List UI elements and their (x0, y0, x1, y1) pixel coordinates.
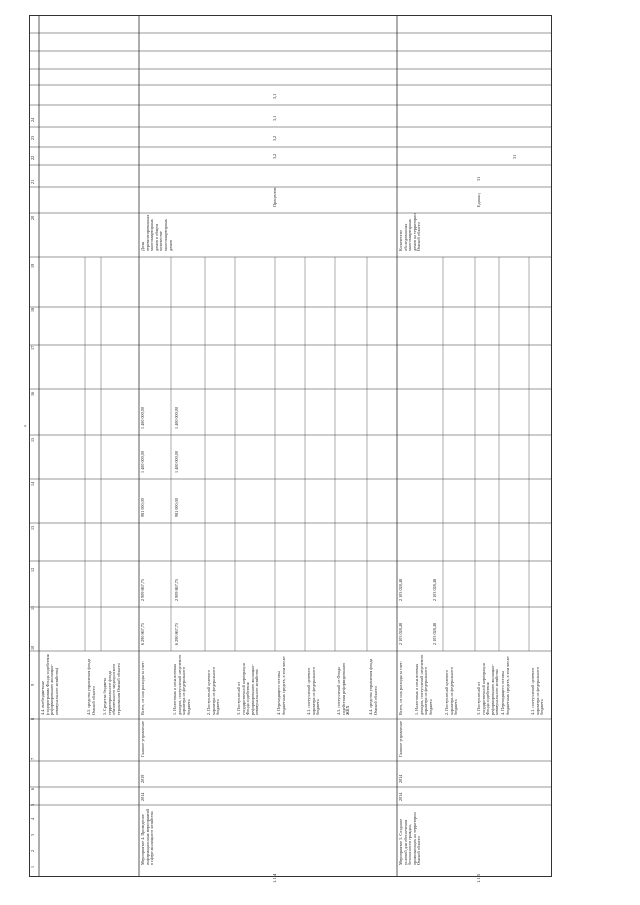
page-mark: « (24, 424, 27, 429)
indicator-name: Доля отремонтированных многоквартирных домов в общем количестве многоквартирных домов (140, 214, 173, 251)
source-line: 3. Поступлений из государственной корпорации Фонда содействия реформированию жилищно-коммунального хозяйства (476, 663, 500, 715)
column-number: 12 (30, 567, 35, 572)
column-number: 6 (30, 787, 35, 790)
indicator-value: 3,1 (272, 115, 277, 121)
indicator-name: Количество обследованных многоквартирных домов на территории Омской области (398, 213, 422, 251)
source-line: Всего, из них расходы за счет: (140, 661, 145, 715)
column-number: 10 (30, 645, 35, 650)
source-line: 4.4. средства управления фонда Омской области (368, 658, 378, 715)
source-line: 2. Поступлений целевого характера из федерального бюджета (206, 667, 221, 715)
column-number: 24 (30, 117, 35, 122)
source-line: 4. Переходящего остатка бюджетных средств, в том числе: (276, 655, 286, 715)
column-number: 17 (30, 345, 35, 350)
source-line: 5. Средства бюджета территориального фонда обязательного медицинского страхования Омской области (102, 663, 121, 715)
column-number: 4 (30, 817, 35, 820)
row-id: 1.1.4 (272, 873, 277, 883)
year-start: 2014 (398, 792, 403, 801)
source-line: 1. Налоговых и неналоговых доходов, поступлений нецелевого характера из федерального бюджета (414, 654, 433, 715)
column-number: 20 (30, 215, 35, 220)
indicator-value: 3,2 (272, 153, 277, 159)
executor: Главное управление (398, 721, 403, 757)
table-grid (29, 15, 552, 877)
column-number: 1 (30, 865, 35, 868)
source-line: 4.5. средства управления фонда Омской области (86, 658, 96, 715)
value-col7: 6 290 867,75 (140, 623, 145, 645)
table-sheet (29, 15, 552, 883)
column-number: 15 (30, 437, 35, 442)
value-col7: 2 103 028,48 (432, 623, 437, 645)
source-line: 1. Налоговых и неналоговых доходов, поступлений нецелевого характера из федерального бюджета (172, 654, 191, 715)
year-start: 2014 (140, 792, 145, 801)
year-end: 2019 (140, 774, 145, 783)
source-line: 4. Переходящего остатка бюджетных средств, в том числе: (500, 655, 510, 715)
indicator-value: 31 (476, 176, 481, 181)
source-line: 4.1. поступлений целевого характера из федерального бюджета (306, 667, 321, 715)
row-id: 1.1.5 (476, 873, 481, 883)
column-number: 19 (30, 263, 35, 268)
executor: Главное управление (140, 721, 145, 757)
column-number: 2 (30, 849, 35, 852)
value-col8: 2 909 867,75 (140, 579, 145, 601)
column-number: 11 (30, 605, 35, 610)
column-number: 7 (30, 757, 35, 760)
column-number: 23 (30, 135, 35, 140)
source-line: 4.1. поступлений целевого характера из федерального бюджета (530, 667, 545, 715)
column-number: 13 (30, 525, 35, 530)
unit: Процентов (272, 187, 277, 207)
column-number: 14 (30, 481, 35, 486)
indicator-value: 31 (512, 154, 517, 159)
indicator-value: 3,1 (272, 93, 277, 99)
value-col11: 1 400 000,00 (140, 451, 145, 473)
indicator-value: 3,2 (272, 135, 277, 141)
value-col8: 2 103 028,48 (398, 579, 403, 601)
source-line: 3. Поступлений из государственной корпорации Фонда содействия реформированию жилищно-коммунального хозяйства (236, 663, 260, 715)
source-line: 2. Поступлений целевого характера из федерального бюджета (444, 667, 459, 715)
value-col12: 1 400 000,00 (140, 407, 145, 429)
column-number: 16 (30, 391, 35, 396)
column-number: 3 (30, 833, 35, 836)
unit: Единиц (476, 193, 481, 207)
source-line: Всего, из них расходы за счет: (398, 661, 403, 715)
column-number: 21 (30, 179, 35, 184)
source-line: 4.3. поступлений из Фонда содействия реформированию ЖКХ (336, 662, 351, 715)
value-col7: 2 103 028,48 (398, 623, 403, 645)
column-number: 9 (30, 683, 35, 686)
event-name: Мероприятие 4. Проведение информационных мероприятий в сфере жилищного хозяйства (140, 808, 155, 865)
column-number: 18 (30, 307, 35, 312)
value-col10: 981 000,00 (140, 498, 145, 517)
value-col12: 1 400 000,00 (174, 407, 179, 429)
event-name: Мероприятие 5. Создание условий для обеспечения безопасности граждан, проживающих на территории Омской области (398, 812, 422, 865)
column-number: 22 (30, 155, 35, 160)
source-line: 4.4. внебюджетные (подпрограмма Фонда содействия реформированию жилищно-коммунального хозяйства) (40, 654, 59, 715)
column-number: 8 (30, 717, 35, 720)
year-end: 2014 (398, 774, 403, 783)
value-col11: 1 400 000,00 (174, 451, 179, 473)
value-col10: 981 000,00 (174, 498, 179, 517)
column-number: 5 (30, 803, 35, 806)
value-col8: 2 909 867,75 (174, 579, 179, 601)
value-col8: 2 103 028,48 (432, 579, 437, 601)
value-col7: 6 290 867,75 (174, 623, 179, 645)
